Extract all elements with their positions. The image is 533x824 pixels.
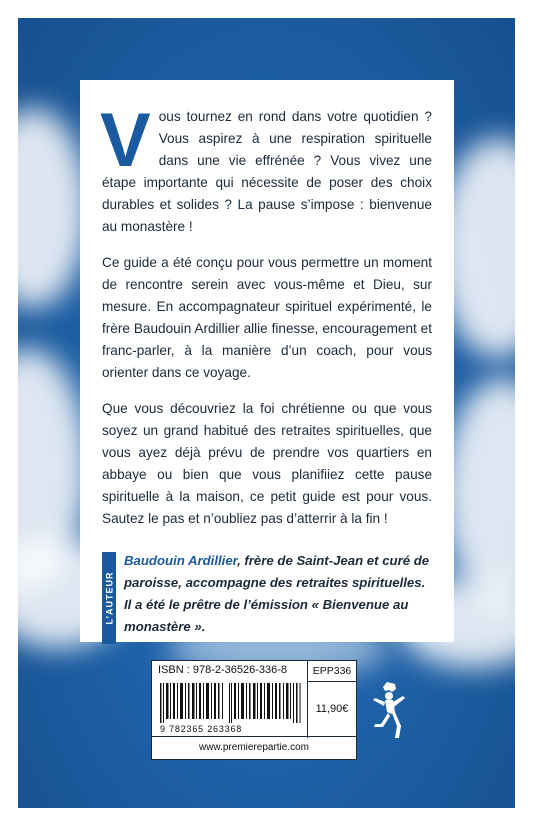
price: 11,90€ bbox=[307, 681, 356, 738]
audience-paragraph: Que vous découvriez la foi chrétienne ou que vous soyez un grand habitué des retraites spirituelles, que vous ayez déjà prévu de prendre vos quartiers en abbaye ou bien que vous planifiiez cette pause spirituelle à la maison, ce petit guide est pour vous. Sautez le pas et n’oubliez pas d’atterrir à la fin ! bbox=[102, 401, 432, 526]
cloud bbox=[18, 108, 88, 308]
author-bio bbox=[124, 550, 432, 638]
description-paragraph: Ce guide a été conçu pour vous permettre un moment de rencontre serein avec vous-même et Dieu, sur mesure. En accompagnateur spirituel expérimenté, le frère Baudouin Ardillier allie finesse, encouragement et franc-parler, à la manière d’un coach, pour vous orienter dans ce voyage. bbox=[102, 255, 432, 380]
author-tab-label: L’AUTEUR bbox=[104, 571, 114, 625]
text-panel bbox=[80, 80, 454, 642]
product-code: EPP336 bbox=[307, 661, 356, 682]
publisher-url: www.premierepartie.com bbox=[152, 736, 356, 759]
author-tab bbox=[102, 552, 116, 644]
barcode-icon bbox=[160, 683, 302, 723]
author-bio-text: , frère de Saint-Jean et curé de paroisse, accompagne des retraites spirituelles. Il a été le prêtre de l’émission « Bienvenue au monastère ». bbox=[124, 553, 430, 634]
barcode-box bbox=[151, 660, 357, 760]
drop-cap: V bbox=[100, 98, 151, 183]
author-name: Baudouin Ardillier bbox=[124, 553, 238, 568]
intro-paragraph bbox=[100, 98, 432, 238]
barcode-digits: 9 782365 263368 bbox=[160, 724, 243, 734]
publisher-logo-icon bbox=[365, 680, 409, 744]
intro-text: ous tournez en rond dans votre quotidien ? Vous aspirez à une respiration spirituelle dans une vie effrénée ? Vous vivez une étape importante qui nécessite de poser des choix durables et solides ? La pause s’impose : bienvenue au monastère ! bbox=[102, 109, 432, 234]
author-section bbox=[102, 550, 432, 638]
isbn: ISBN : 978-2-36526-336-8 bbox=[158, 664, 288, 676]
